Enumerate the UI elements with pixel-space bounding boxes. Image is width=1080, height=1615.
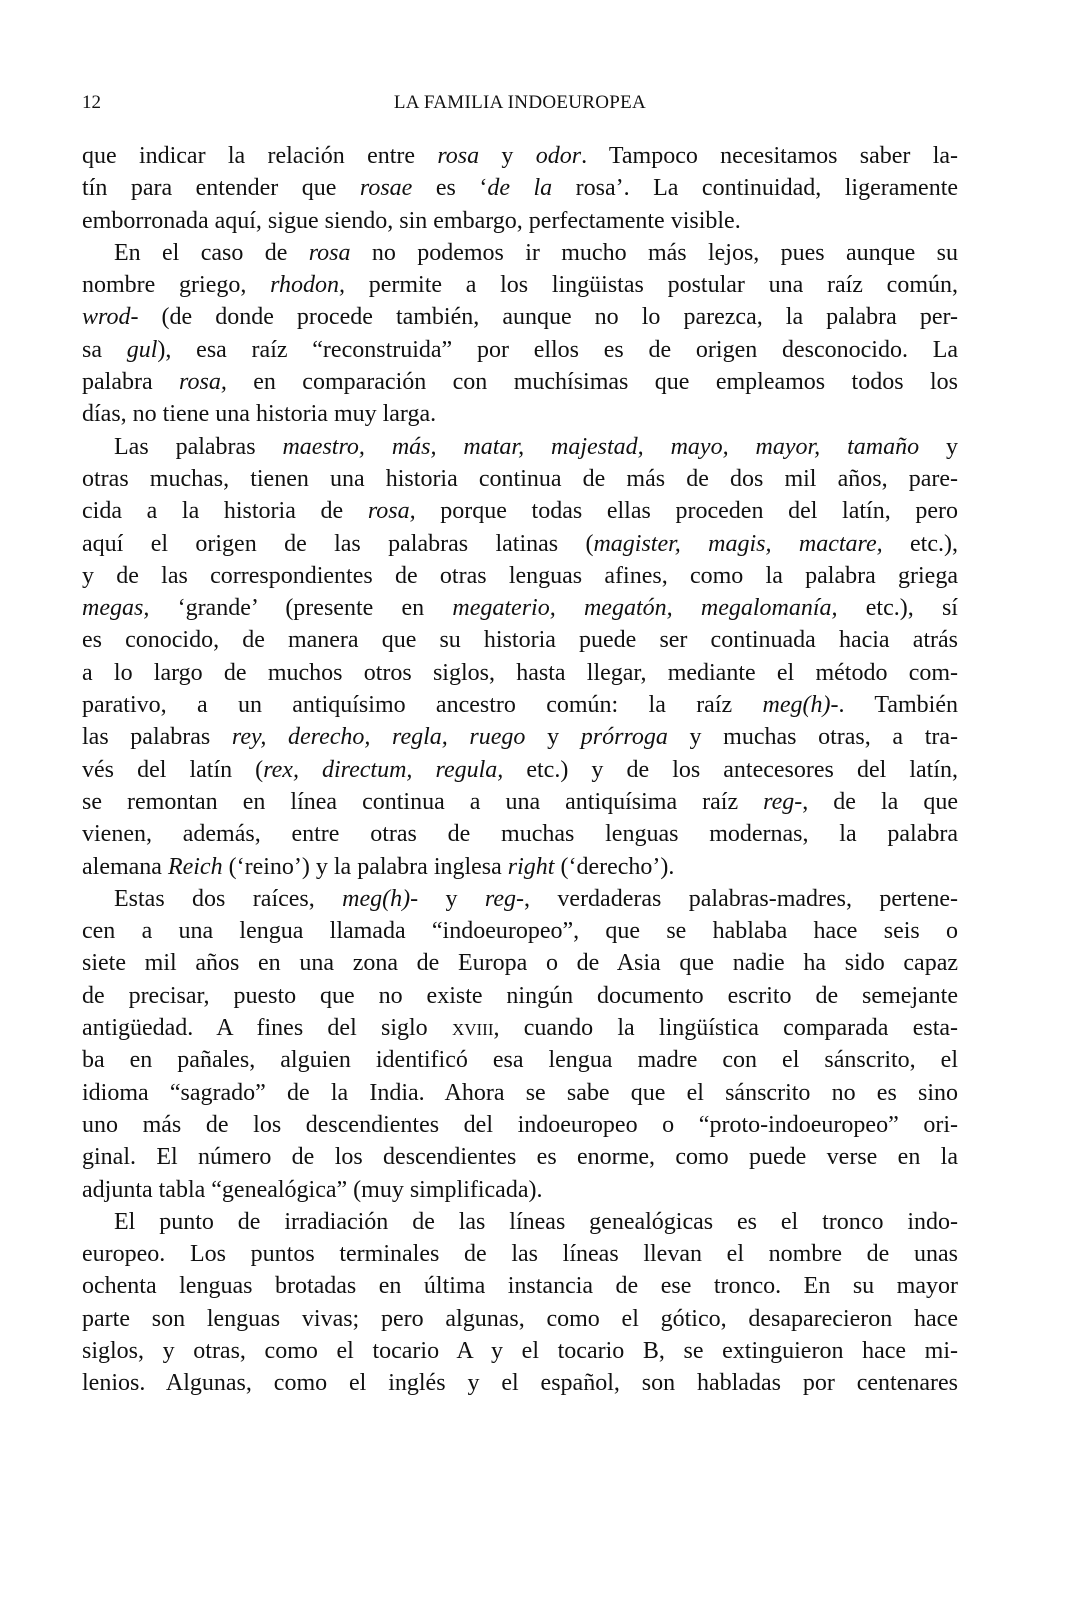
- text-line: [82, 205, 958, 237]
- body-text: [82, 140, 958, 1400]
- italic-term: wrod-: [82, 304, 139, 331]
- text-run: lenios. Algunas, como el inglés y el español, son habladas por centenares: [82, 1370, 958, 1397]
- text-run: vienen, además, entre otras de muchas lenguas modernas, la palabra: [82, 821, 958, 848]
- italic-term: rosa,: [367, 498, 416, 525]
- text-run: emborronada aquí, sigue siendo, sin embargo, perfectamente visible.: [82, 207, 741, 234]
- text-run: en comparación con muchísimas que empleamos todos los: [226, 369, 958, 396]
- text-run: siglos, y otras, como el tocario A y el tocario B, se extinguieron hace mi-: [82, 1337, 958, 1364]
- italic-term: rhodon,: [270, 272, 345, 299]
- text-run: días, no tiene una historia muy larga.: [82, 401, 437, 428]
- text-line: [82, 237, 958, 269]
- text-run: etc.) y de los antecesores del latín,: [503, 756, 958, 783]
- text-line: [82, 269, 958, 301]
- italic-term: megaterio, megatón, megalomanía,: [452, 595, 838, 622]
- italic-term: gul: [126, 336, 158, 363]
- text-run: y muchas otras, a tra-: [667, 724, 959, 751]
- text-run: idioma “sagrado” de la India. Ahora se sabe que el sánscrito no es sino: [82, 1079, 958, 1106]
- text-run: uno más de los descendientes del indoeuropeo o “proto-indoeuropeo” ori-: [82, 1111, 958, 1138]
- italic-term: meg(h)-: [762, 692, 839, 719]
- text-run: (‘reino’) y la palabra inglesa: [222, 853, 508, 880]
- text-run: y: [525, 724, 581, 751]
- text-line: [82, 754, 958, 786]
- text-run: parte son lenguas vivas; pero algunas, como el gótico, desaparecieron hace: [82, 1305, 958, 1332]
- text-run: En el caso de: [114, 239, 309, 266]
- italic-term: rosa: [437, 143, 480, 169]
- text-run: , verdaderas palabras-madres, pertene-: [524, 885, 959, 912]
- text-line: [82, 1367, 958, 1399]
- italic-term: de la: [487, 175, 553, 202]
- text-run: y: [479, 143, 536, 169]
- italic-term: right: [507, 853, 555, 880]
- text-line: [82, 528, 958, 560]
- text-run: aquí el origen de las palabras latinas (: [82, 530, 594, 557]
- text-line: [82, 818, 958, 850]
- page-number: 12: [82, 92, 101, 113]
- text-line: [82, 1335, 958, 1367]
- text-run: ‘grande’ (presente en: [149, 595, 453, 622]
- text-run: ochenta lenguas brotadas en última instancia de ese tronco. En su mayor: [82, 1273, 958, 1300]
- text-line: [82, 657, 958, 689]
- italic-term: odor: [535, 143, 582, 169]
- text-line: [82, 398, 958, 430]
- text-run: , cuando la lingüística comparada esta-: [493, 1015, 959, 1042]
- text-line: [82, 301, 958, 333]
- text-run: no podemos ir mucho más lejos, pues aunque su: [350, 239, 959, 266]
- text-line: [82, 1174, 958, 1206]
- text-run: , de la que: [802, 788, 959, 815]
- text-line: [82, 851, 958, 883]
- text-run: alemana: [82, 853, 168, 880]
- text-run: etc.),: [882, 530, 958, 557]
- text-run: otras muchas, tienen una historia continua de más de dos mil años, pare-: [82, 465, 958, 492]
- text-run: vés del latín (: [82, 756, 264, 783]
- text-run: . Tampoco necesitamos saber la-: [581, 143, 959, 169]
- text-line: [82, 1206, 958, 1238]
- italic-term: rey, derecho, regla, ruego: [231, 724, 526, 751]
- text-run: (de donde procede también, aunque no lo parezca, la palabra per-: [138, 304, 958, 331]
- text-run: adjunta tabla “genealógica” (muy simplificada).: [82, 1176, 543, 1203]
- text-line: [82, 495, 958, 527]
- text-line: [82, 786, 958, 818]
- text-line: [82, 721, 958, 753]
- text-line: [82, 1270, 958, 1302]
- text-line: [82, 1012, 958, 1044]
- text-line: [82, 172, 958, 204]
- text-line: [82, 431, 958, 463]
- italic-term: rosa: [308, 239, 351, 266]
- text-run: cida a la historia de: [82, 498, 368, 525]
- text-line: [82, 560, 958, 592]
- text-line: [82, 140, 958, 172]
- text-run: tín para entender que: [82, 175, 360, 202]
- text-run: antigüedad. A fines del siglo: [82, 1015, 452, 1042]
- italic-term: reg-: [763, 788, 803, 815]
- text-run: es conocido, de manera que su historia puede ser continuada hacia atrás: [82, 627, 958, 654]
- text-line: [82, 1044, 958, 1076]
- text-line: [82, 592, 958, 624]
- text-run: y: [418, 885, 485, 912]
- text-run: porque todas ellas proceden del latín, pero: [415, 498, 959, 525]
- italic-term: rosa,: [179, 369, 227, 396]
- text-run: europeo. Los puntos terminales de las líneas llevan el nombre de unas: [82, 1241, 958, 1268]
- italic-term: rosae: [359, 175, 413, 202]
- text-run: ginal. El número de los descendientes es enorme, como puede verse en la: [82, 1144, 958, 1171]
- italic-term: meg(h)-: [342, 885, 419, 912]
- italic-term: megas,: [82, 595, 150, 622]
- text-run: sa: [82, 336, 127, 363]
- text-line: [82, 624, 958, 656]
- text-run: las palabras: [82, 724, 232, 751]
- text-run: cen a una lengua llamada “indoeuropeo”, que se hablaba hace seis o: [82, 918, 958, 945]
- text-line: [82, 689, 958, 721]
- text-run: nombre griego,: [82, 272, 271, 299]
- running-title: LA FAMILIA INDOEUROPEA: [393, 92, 647, 113]
- text-run: se remontan en línea continua a una antiquísima raíz: [82, 788, 764, 815]
- italic-term: prórroga: [580, 724, 668, 751]
- text-line: [82, 1077, 958, 1109]
- text-run: ba en pañales, alguien identificó esa lengua madre con el sánscrito, el: [82, 1047, 958, 1074]
- text-run: es ‘: [412, 175, 488, 202]
- text-run: . También: [838, 692, 958, 719]
- text-line: [82, 915, 958, 947]
- text-line: [82, 1141, 958, 1173]
- text-run: a lo largo de muchos otros siglos, hasta llegar, mediante el método com-: [82, 659, 958, 686]
- italic-term: Reich: [167, 853, 223, 880]
- text-line: [82, 1109, 958, 1141]
- text-run: permite a los lingüistas postular una raíz común,: [344, 272, 958, 299]
- text-run: etc.), sí: [837, 595, 958, 622]
- text-line: [82, 334, 958, 366]
- text-line: [82, 980, 958, 1012]
- text-run: parativo, a un antiquísimo ancestro común: la raíz: [82, 692, 763, 719]
- text-run: y de las correspondientes de otras lenguas afines, como la palabra griega: [82, 562, 958, 589]
- text-run: rosa’. La continuidad, ligeramente: [552, 175, 959, 202]
- italic-term: maestro, más, matar, majestad, mayo, mayor, tamaño: [282, 433, 920, 460]
- text-run: xviii: [451, 1015, 494, 1042]
- text-run: de precisar, puesto que no existe ningún documento escrito de semejante: [82, 982, 958, 1009]
- text-run: que indicar la relación entre: [82, 143, 438, 169]
- text-run: Las palabras: [114, 433, 283, 460]
- text-run: y: [919, 433, 958, 460]
- italic-term: magister, magis, mactare,: [593, 530, 883, 557]
- text-run: Estas dos raíces,: [114, 885, 343, 912]
- text-line: [82, 463, 958, 495]
- text-line: [82, 1238, 958, 1270]
- text-run: siete mil años en una zona de Europa o de Asia que nadie ha sido capaz: [82, 950, 958, 977]
- italic-term: reg-: [484, 885, 525, 912]
- text-run: ), esa raíz “reconstruida” por ellos es de origen desconocido. La: [157, 336, 958, 363]
- text-line: [82, 947, 958, 979]
- running-header: [82, 92, 958, 120]
- text-run: palabra: [82, 369, 180, 396]
- text-run: El punto de irradiación de las líneas genealógicas es el tronco indo-: [114, 1208, 958, 1235]
- text-line: [82, 1303, 958, 1335]
- italic-term: rex, directum, regula,: [263, 756, 504, 783]
- text-run: (‘derecho’).: [554, 853, 675, 880]
- text-line: [82, 366, 958, 398]
- text-line: [82, 883, 958, 915]
